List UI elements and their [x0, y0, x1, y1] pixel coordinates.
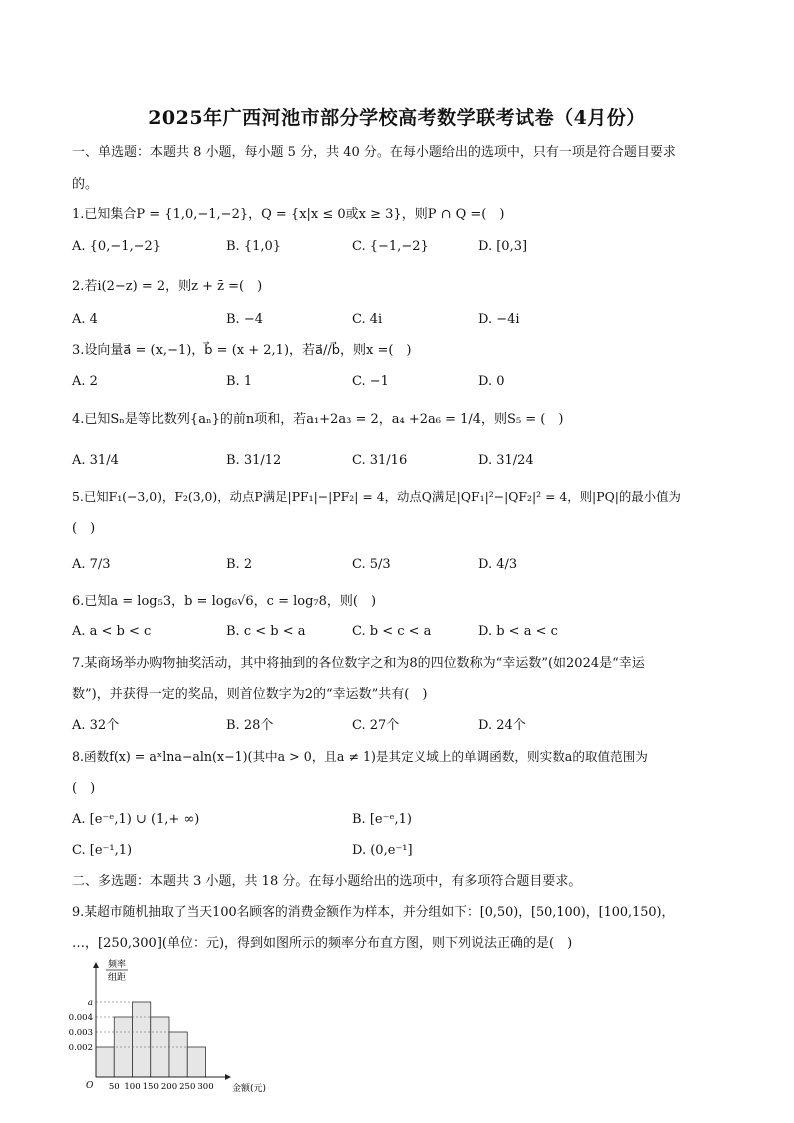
x-tick-label: 250: [179, 1082, 196, 1092]
q8-stem: 8.函数f(x) = aˣlna−aln(x−1)(其中a > 0，且a ≠ 1)是其定义域上的单调函数，则实数a的取值范围为: [72, 749, 648, 764]
q8-option-c: C. [e⁻¹,1): [72, 843, 133, 858]
q5-option-d: D. 4/3: [478, 557, 518, 572]
q4-option-c: C. 31/16: [352, 453, 408, 468]
y-tick-label: 0.004: [68, 1013, 93, 1023]
q6-option-a: A. a < b < c: [72, 624, 152, 639]
q1-option-c: C. {−1,−2}: [352, 239, 429, 254]
x-tick-label: 50: [108, 1082, 120, 1092]
q8-option-b: B. [e⁻ᵉ,1): [352, 812, 412, 827]
q8-option-a: A. [e⁻ᵉ,1) ∪ (1,+ ∞): [72, 812, 200, 827]
section1-heading: 一、单选题：本题共 8 小题，每小题 5 分，共 40 分。在每小题给出的选项中，只有一项是符合题目要求: [72, 145, 676, 160]
x-tick-label: 150: [142, 1082, 159, 1092]
q3-option-d: D. 0: [478, 374, 505, 389]
x-tick-label: 100: [124, 1082, 141, 1092]
q4-option-d: D. 31/24: [478, 453, 534, 468]
q7-stem-cont: 数”)，并获得一定的奖品，则首位数字为2的“幸运数”共有( ): [72, 687, 428, 702]
q1-option-d: D. [0,3]: [478, 239, 528, 254]
q7-option-d: D. 24个: [478, 718, 526, 733]
q5-option-b: B. 2: [226, 557, 253, 572]
histogram-bar: [96, 1047, 114, 1077]
q3-option-b: B. 1: [226, 374, 253, 389]
y-tick-label: 0.002: [68, 1043, 93, 1053]
q9-stem-cont: …，[250,300](单位：元)，得到如图所示的频率分布直方图，则下列说法正确的是( ): [72, 936, 573, 951]
x-axis-label: 金额(元): [232, 1084, 267, 1094]
y-tick-label: 0.003: [68, 1028, 93, 1038]
histogram-bar: [169, 1032, 187, 1077]
x-tick-label: 200: [160, 1082, 178, 1092]
section2-heading: 二、多选题：本题共 3 小题，共 18 分。在每小题给出的选项中，有多项符合题目要求。: [72, 874, 582, 889]
q3-option-a: A. 2: [72, 374, 98, 389]
q5-option-c: C. 5/3: [352, 557, 391, 572]
q6-option-d: D. b < a < c: [478, 624, 558, 639]
q7-stem: 7.某商场举办购物抽奖活动，其中将抽到的各位数字之和为8的四位数称为“幸运数”(如2024是“幸运: [72, 656, 645, 671]
q6-stem: 6.已知a = log₅3，b = log₆√6，c = log₇8，则( ): [72, 594, 377, 609]
q2-stem: 2.若i(2−z) = 2，则z + z̄ =( ): [72, 279, 263, 294]
q3-option-c: C. −1: [352, 374, 389, 389]
section1-heading-cont: 的。: [72, 177, 99, 192]
q4-stem: 4.已知Sₙ是等比数列{aₙ}的前n项和，若a₁+2a₃ = 2，a₄ +2a₆ = 1/4，则S₅ = ( ): [72, 412, 564, 427]
page-title: 2025年广西河池市部分学校高考数学联考试卷（4月份）: [148, 107, 646, 129]
q4-option-b: B. 31/12: [226, 453, 282, 468]
y-tick-label: a: [87, 998, 93, 1008]
x-tick-label: 300: [197, 1082, 214, 1092]
frequency-histogram: [60, 955, 300, 1095]
q2-option-a: A. 4: [72, 312, 98, 327]
q1-option-a: A. {0,−1,−2}: [72, 239, 162, 254]
q6-option-c: C. b < c < a: [352, 624, 432, 639]
q8-stem-cont: ( ): [72, 781, 96, 796]
q7-option-b: B. 28个: [226, 718, 274, 733]
q4-option-a: A. 31/4: [72, 453, 119, 468]
q7-option-a: A. 32个: [72, 718, 120, 733]
q5-stem-cont: ( ): [72, 521, 96, 536]
q3-stem: 3.设向量a⃗ = (x,−1)，b⃗ = (x + 2,1)，若a⃗//b⃗，则x =( ): [72, 343, 412, 358]
q2-option-d: D. −4i: [478, 312, 520, 327]
origin-label: O: [86, 1081, 94, 1091]
q2-option-b: B. −4: [226, 312, 263, 327]
q5-stem: 5.已知F₁(−3,0)，F₂(3,0)，动点P满足|PF₁|−|PF₂| = 4，动点Q满足|QF₁|²−|QF₂|² = 4，则|PQ|的最小值为: [72, 489, 681, 504]
q2-option-c: C. 4i: [352, 312, 383, 327]
q6-option-b: B. c < b < a: [226, 624, 306, 639]
q9-stem: 9.某超市随机抽取了当天100名顾客的消费金额作为样本，并分组如下：[0,50)，[50,100)，[100,150)，: [72, 905, 675, 920]
q1-stem: 1.已知集合P = {1,0,−1,−2}，Q = {x|x ≤ 0或x ≥ 3}，则P ∩ Q =( ): [72, 207, 505, 222]
q7-option-c: C. 27个: [352, 718, 400, 733]
histogram-bar: [187, 1047, 205, 1077]
y-axis-label-top: 频率: [108, 960, 127, 970]
q1-option-b: B. {1,0}: [226, 239, 282, 254]
histogram-bar: [133, 1002, 151, 1077]
y-axis-label-bottom: 组距: [108, 973, 127, 983]
q8-option-d: D. (0,e⁻¹]: [352, 843, 413, 858]
q5-option-a: A. 7/3: [72, 557, 111, 572]
